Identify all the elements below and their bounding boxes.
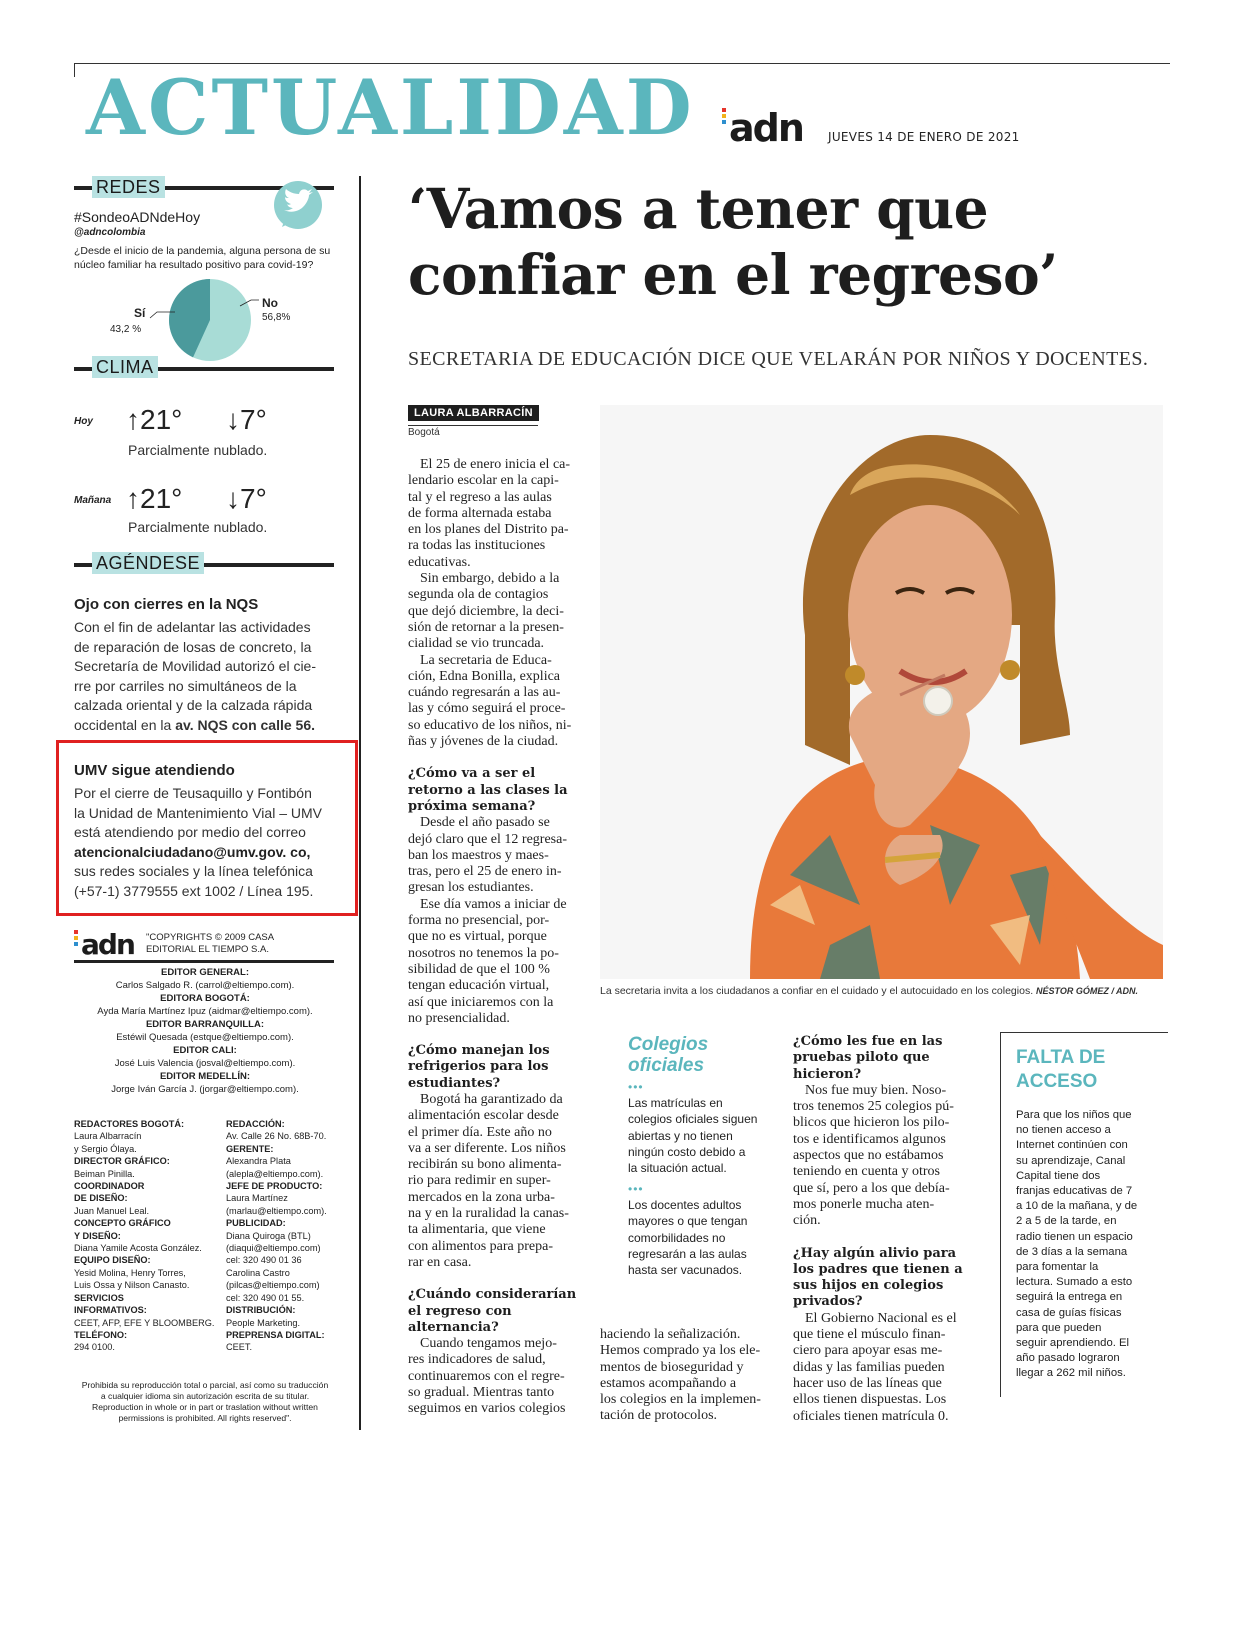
col1-paragraph bbox=[408, 457, 584, 571]
rights-line: Reproduction in whole or in part or traslation without written bbox=[92, 1402, 318, 1412]
portrait-illustration bbox=[600, 405, 1163, 979]
paragraph-line: Cuando tengamos mejo- bbox=[420, 1336, 557, 1352]
paragraph-line: seguimos en varios colegios bbox=[408, 1401, 566, 1417]
rights-line: a cualquier idioma sin autorización escrita de su titular. bbox=[100, 1391, 310, 1401]
staff-role bbox=[226, 1118, 346, 1130]
credits-adn-text: adn bbox=[81, 928, 134, 961]
paragraph-line: haciendo la señalización. bbox=[600, 1327, 741, 1342]
staff-role bbox=[74, 1254, 219, 1266]
issue-date: JUEVES 14 DE ENERO DE 2021 bbox=[828, 130, 1020, 144]
paragraph-line: lendario escolar en la capi- bbox=[408, 473, 559, 489]
photo-credit: NÉSTOR GÓMEZ / ADN. bbox=[1036, 986, 1139, 996]
staff-role bbox=[74, 1230, 219, 1242]
bullet-dots: ••• bbox=[628, 1182, 644, 1196]
question-line: próxima semana? bbox=[408, 798, 536, 814]
question-line: ¿Hay algún alivio para bbox=[793, 1245, 957, 1261]
staff-role-text: PUBLICIDAD: bbox=[226, 1218, 286, 1229]
falta-acceso-line: para fomentar la bbox=[1016, 1261, 1099, 1274]
question-line: ¿Cómo les fue en las bbox=[793, 1034, 943, 1049]
agenda-item1-line bbox=[74, 716, 354, 736]
falta-acceso-line: Capital tiene dos bbox=[1016, 1169, 1101, 1182]
paragraph-line: tación de protocolos. bbox=[600, 1408, 718, 1424]
paragraph-line: La secretaria de Educa- bbox=[420, 652, 552, 668]
article-column-3 bbox=[793, 1034, 969, 1425]
staff-role bbox=[74, 1292, 219, 1304]
colegios-item-2 bbox=[628, 1197, 778, 1278]
paragraph-line: aspectos que no estábamos bbox=[793, 1148, 944, 1164]
col1-paragraph bbox=[408, 815, 584, 896]
falta-acceso-top-rule bbox=[1000, 1032, 1168, 1033]
poll-si-value: 43,2 % bbox=[110, 324, 142, 335]
paragraph-line: oficiales tienen matrícula 0. bbox=[793, 1408, 949, 1424]
adn-logo-dots bbox=[722, 108, 727, 126]
headline-line: confiar en el regreso’ bbox=[408, 242, 1058, 307]
adn-logo bbox=[722, 108, 803, 148]
copyright-notice bbox=[146, 932, 274, 956]
paragraph-line: de forma alternada estaba bbox=[408, 505, 552, 521]
staff-role-text: DIRECTOR GRÁFICO: bbox=[74, 1156, 170, 1167]
falta-acceso-line: su aprendizaje, Canal bbox=[1016, 1154, 1126, 1167]
staff-name: Diana Yamile Acosta González. bbox=[74, 1243, 202, 1254]
question-line: sus hijos en colegios bbox=[793, 1278, 944, 1294]
paragraph-line: así que iniciaremos con la bbox=[408, 994, 554, 1010]
colegios-title-line: oficiales bbox=[628, 1055, 705, 1076]
paragraph-line: los colegios en la implemen- bbox=[600, 1392, 761, 1408]
weather-condition-today: Parcialmente nublado. bbox=[128, 442, 268, 458]
staff-role-text: CONCEPTO GRÁFICO bbox=[74, 1218, 171, 1229]
clima-tag: CLIMA bbox=[92, 356, 158, 378]
staff-name: (diaqui@eltiempo.com) bbox=[226, 1243, 321, 1254]
paragraph-line: tos e identificamos algunos bbox=[793, 1131, 946, 1147]
staff-name: cel: 320 490 01 55. bbox=[226, 1292, 305, 1303]
staff-list-right bbox=[226, 1118, 346, 1354]
staff-name: Beiman Pinilla. bbox=[74, 1168, 135, 1179]
paragraph-line: forma no presencial, por- bbox=[408, 913, 550, 929]
staff-role-text: EQUIPO DISEÑO: bbox=[74, 1255, 151, 1266]
staff-role-text: DISTRIBUCIÓN: bbox=[226, 1305, 296, 1316]
col1-paragraph bbox=[408, 1336, 584, 1417]
colegios-line: Las matrículas en bbox=[628, 1096, 723, 1110]
paragraph-line: ción, Edna Bonilla, explica bbox=[408, 668, 561, 684]
question-line: estudiantes? bbox=[408, 1075, 501, 1091]
paragraph-line: ción. bbox=[793, 1213, 821, 1229]
paragraph-line: mos ponerle mucha aten- bbox=[793, 1196, 935, 1212]
falta-acceso-title bbox=[1016, 1046, 1105, 1094]
paragraph-line: ra todas las instituciones bbox=[408, 538, 546, 554]
article-subhead: SECRETARIA DE EDUCACIÓN DICE QUE VELARÁN POR NIÑOS Y DOCENTES. bbox=[408, 348, 1149, 370]
paragraph-line: El Gobierno Nacional es el bbox=[805, 1310, 957, 1326]
photo-caption bbox=[600, 985, 1138, 997]
staff-role bbox=[74, 1118, 219, 1130]
staff-name: (alepla@eltiempo.com). bbox=[226, 1168, 324, 1179]
agenda-item1-body bbox=[74, 618, 354, 735]
falta-acceso-line: de 3 días a la semana bbox=[1016, 1245, 1128, 1258]
poll-si-label: Sí bbox=[134, 306, 146, 320]
staff-name: Carolina Castro bbox=[226, 1267, 290, 1278]
paragraph-line: que tiene el músculo finan- bbox=[793, 1327, 946, 1343]
weather-day-tomorrow: Mañana bbox=[74, 495, 112, 506]
agenda-item1-location: av. NQS con calle 56. bbox=[175, 716, 315, 733]
staff-name: CEET. bbox=[226, 1342, 253, 1353]
copyright-line: EDITORIAL EL TIEMPO S.A. bbox=[146, 944, 270, 955]
colegios-line: hasta ser vacunados. bbox=[628, 1263, 743, 1278]
weather-min-tomorrow: ↓7° bbox=[226, 483, 267, 514]
staff-name: (marlau@eltiempo.com). bbox=[226, 1205, 327, 1216]
bullet-dots: ••• bbox=[628, 1080, 644, 1094]
paragraph-line: teniendo en cuenta y otros bbox=[793, 1164, 940, 1180]
staff-role bbox=[226, 1180, 346, 1192]
question-line: pruebas piloto que bbox=[793, 1050, 930, 1066]
falta-acceso-title-line: FALTA DE bbox=[1016, 1047, 1106, 1068]
agenda-item2-body bbox=[74, 784, 354, 901]
poll-no-value: 56,8% bbox=[262, 312, 291, 323]
poll-leader-lines bbox=[145, 290, 270, 330]
credits-adn-dots bbox=[74, 930, 79, 948]
staff-role bbox=[74, 1217, 219, 1229]
staff-name: y Sergio Ólaya. bbox=[74, 1143, 137, 1154]
colegios-item-1 bbox=[628, 1095, 778, 1176]
staff-role-text: DE DISEÑO: bbox=[74, 1193, 128, 1204]
paragraph-line: rar en casa. bbox=[408, 1254, 472, 1270]
question-line: alternancia? bbox=[408, 1319, 499, 1335]
staff-role-text: REDACCIÓN: bbox=[226, 1119, 285, 1129]
editor-role: EDITOR BARRANQUILLA: bbox=[145, 1019, 265, 1030]
staff-name: (pilcas@eltiempo.com) bbox=[226, 1280, 320, 1291]
col1-question bbox=[408, 1043, 584, 1092]
paragraph-line: Ese día vamos a iniciar de bbox=[420, 896, 567, 912]
paragraph-line: res indicadores de salud, bbox=[408, 1352, 546, 1368]
credits-rule bbox=[74, 960, 334, 963]
falta-acceso-line: Internet continúen con bbox=[1016, 1139, 1128, 1152]
paragraph-line: ta alimentaria, que viene bbox=[408, 1222, 546, 1238]
staff-role-text: JEFE DE PRODUCTO: bbox=[226, 1181, 323, 1192]
agenda-item1-line: de reparación de losas de concreto, la bbox=[74, 638, 312, 655]
article-headline bbox=[408, 176, 1058, 308]
colegios-line: comorbilidades no bbox=[628, 1230, 726, 1245]
falta-acceso-line: seguirá la entrega en bbox=[1016, 1291, 1123, 1304]
question-line: refrigerios para los bbox=[408, 1059, 549, 1075]
redes-handle: @adncolombia bbox=[74, 227, 146, 238]
staff-role bbox=[226, 1217, 346, 1229]
paragraph-line: cialidad se vio truncada. bbox=[408, 636, 545, 652]
paragraph-line: sión de retornar a la presen- bbox=[408, 619, 564, 635]
staff-name: Alexandra Plata bbox=[226, 1156, 291, 1167]
agenda-item1-line: calzada oriental y de la calzada rápida bbox=[74, 697, 313, 713]
paragraph-line: educativas. bbox=[408, 554, 471, 570]
redes-question: ¿Desde el inicio de la pandemia, alguna persona de su núcleo familiar ha resultado positivo para covid-19? bbox=[74, 245, 331, 271]
paragraph-line: blicos que hicieron los pilo- bbox=[793, 1115, 950, 1131]
falta-acceso-line: a 10 de la mañana, y de bbox=[1016, 1200, 1138, 1213]
agendese-tag: AGÉNDESE bbox=[92, 552, 204, 574]
paragraph-line: hacer uso de las líneas que bbox=[793, 1375, 942, 1391]
paragraph-line: didas y las familias pueden bbox=[793, 1359, 945, 1375]
paragraph-line: rio para redimir en super- bbox=[408, 1173, 551, 1189]
col3-paragraph bbox=[793, 1083, 969, 1230]
question-line: privados? bbox=[793, 1294, 863, 1310]
staff-role-text: COORDINADOR bbox=[74, 1181, 145, 1192]
paragraph-line: nosotros no tenemos la po- bbox=[408, 945, 559, 961]
editor-name: Estéwil Quesada (estque@eltiempo.com). bbox=[116, 1032, 294, 1043]
paragraph-line: mentos de bioseguridad y bbox=[600, 1359, 744, 1375]
paragraph-line: tal y el regreso a las aulas bbox=[408, 489, 552, 505]
column-divider bbox=[359, 176, 361, 1430]
col3-question bbox=[793, 1034, 969, 1083]
staff-role bbox=[74, 1155, 219, 1167]
paragraph-line: estamos acompañando a bbox=[600, 1375, 737, 1391]
redes-tag: REDES bbox=[92, 176, 165, 198]
paragraph-line: el primer día. Este año no bbox=[408, 1124, 552, 1140]
col3-paragraph bbox=[793, 1311, 969, 1425]
paragraph-line: Hemos comprado ya los ele- bbox=[600, 1343, 761, 1359]
agenda-item2-title: UMV sigue atendiendo bbox=[74, 762, 235, 779]
section-title: ACTUALIDAD bbox=[86, 63, 695, 152]
paragraph-line: ban los maestros y maes- bbox=[408, 847, 549, 863]
falta-acceso-line: 2 a 5 de la tarde, en bbox=[1016, 1215, 1117, 1228]
weather-max-today: ↑21° bbox=[126, 404, 183, 435]
editor-name: Ayda María Martínez Ipuz (aidmar@eltiempo.com). bbox=[97, 1006, 313, 1017]
paragraph-line: tros tenemos 25 colegios pú- bbox=[793, 1099, 954, 1115]
paragraph-line: en los planes del Distrito pa- bbox=[408, 522, 569, 538]
staff-role-text: REDACTORES BOGOTÁ: bbox=[74, 1119, 185, 1129]
paragraph-line: cuándo regresarán a las au- bbox=[408, 685, 561, 701]
staff-name: 294 0100. bbox=[74, 1342, 115, 1353]
staff-name: Laura Albarracín bbox=[74, 1131, 142, 1142]
paragraph-line: tengan educación virtual, bbox=[408, 978, 550, 994]
article-column-1 bbox=[408, 457, 584, 1418]
paragraph-line: Sin embargo, debido a la bbox=[420, 571, 560, 587]
rights-line: permissions is prohibited. All rights reserved". bbox=[118, 1413, 292, 1423]
question-line: hicieron? bbox=[793, 1066, 862, 1082]
staff-name: Luis Ossa y Nilson Canasto. bbox=[74, 1280, 190, 1291]
paragraph-line: na y en la ruralidad la canas- bbox=[408, 1206, 569, 1222]
weather-condition-tomorrow: Parcialmente nublado. bbox=[128, 519, 268, 535]
poll-no-label: No bbox=[262, 296, 278, 310]
staff-name: cel: 320 490 01 36 bbox=[226, 1255, 302, 1266]
byline-city: Bogotá bbox=[408, 427, 440, 438]
redes-hashtag: #SondeoADNdeHoy bbox=[74, 209, 201, 225]
credits-adn-logo bbox=[74, 930, 134, 960]
paragraph-line: Nos fue muy bien. Noso- bbox=[805, 1082, 947, 1098]
rights-footer bbox=[74, 1380, 336, 1424]
paragraph-line: El 25 de enero inicia el ca- bbox=[420, 457, 571, 472]
agenda-item2-line: la Unidad de Mantenimiento Vial – UMV bbox=[74, 804, 322, 821]
author-byline: LAURA ALBARRACÍN bbox=[408, 405, 539, 421]
paragraph-line: que sí, pero a los que debía- bbox=[793, 1180, 950, 1196]
staff-name: Av. Calle 26 No. 68B-70. bbox=[226, 1131, 327, 1142]
adn-logo-text: adn bbox=[729, 106, 803, 150]
staff-list-left bbox=[74, 1118, 219, 1354]
question-line: ¿Cuándo considerarían bbox=[408, 1287, 577, 1303]
paragraph-line: Bogotá ha garantizado da bbox=[420, 1091, 563, 1107]
falta-acceso-line: no tienen acceso a bbox=[1016, 1124, 1111, 1137]
photo-caption-text: La secretaria invita a los ciudadanos a confiar en el cuidado y el autocuidado en los colegios. bbox=[600, 985, 1034, 997]
agenda-item2-line: (+57-1) 3779555 ext 1002 / Línea 195. bbox=[74, 882, 314, 899]
colegios-title-line: Colegios bbox=[628, 1034, 709, 1055]
agenda-item1-title: Ojo con cierres en la NQS bbox=[74, 596, 259, 613]
agenda-item2-line: sus redes sociales y la línea telefónica bbox=[74, 863, 313, 879]
colegios-line: abiertas y no tienen bbox=[628, 1128, 733, 1143]
byline-rule bbox=[408, 425, 538, 426]
article-column-2-tail bbox=[600, 1327, 776, 1425]
col3-question bbox=[793, 1246, 969, 1311]
staff-role-text: TELÉFONO: bbox=[74, 1329, 128, 1340]
colegios-line: la situación actual. bbox=[628, 1161, 727, 1176]
paragraph-line: no presencialidad. bbox=[408, 1010, 510, 1026]
agenda-item1-last-text: occidental en la bbox=[74, 716, 176, 733]
paragraph-line: sibilidad de que el 100 % bbox=[408, 961, 550, 977]
twitter-bird-icon bbox=[270, 180, 326, 234]
weather-day-today: Hoy bbox=[74, 416, 93, 427]
agenda-item2-line: está atendiendo por medio del correo bbox=[74, 824, 306, 840]
falta-acceso-line: radio tienen un espacio bbox=[1016, 1230, 1133, 1243]
staff-name: Diana Quiroga (BTL) bbox=[226, 1230, 311, 1241]
staff-name: Juan Manuel Leal. bbox=[74, 1205, 150, 1216]
falta-acceso-line: año pasado lograron bbox=[1016, 1352, 1120, 1365]
falta-acceso-line: casa de guías físicas bbox=[1016, 1306, 1122, 1319]
falta-acceso-line: seguir aprendiendo. El bbox=[1016, 1337, 1130, 1350]
editor-role: EDITORA BOGOTÁ: bbox=[160, 993, 250, 1004]
staff-name: Laura Martínez bbox=[226, 1193, 288, 1204]
paragraph-line: las y cómo seguirá el proce- bbox=[408, 701, 566, 717]
editor-name: José Luis Valencia (josval@eltiempo.com). bbox=[114, 1058, 296, 1069]
staff-name: CEET, AFP, EFE Y BLOOMBERG. bbox=[74, 1317, 215, 1328]
editor-role: EDITOR GENERAL: bbox=[161, 967, 249, 978]
copyright-line: "COPYRIGHTS © 2009 CASA bbox=[146, 932, 275, 943]
colegios-line: ningún costo debido a bbox=[628, 1144, 746, 1159]
agenda-item2-email[interactable]: atencionalciudadano@umv.gov. co, bbox=[74, 843, 311, 860]
staff-role bbox=[74, 1192, 219, 1204]
paragraph-line: gresan los estudiantes. bbox=[408, 880, 534, 896]
question-line: retorno a las clases la bbox=[408, 782, 568, 798]
paragraph-line: so gradual. Mientras tanto bbox=[408, 1385, 555, 1401]
paragraph-line: que no es virtual, porque bbox=[408, 929, 547, 945]
paragraph-line: so educativo de los niños, ni- bbox=[408, 717, 572, 733]
colegios-title bbox=[628, 1034, 708, 1076]
falta-acceso-title-line: ACCESO bbox=[1016, 1071, 1098, 1092]
staff-role-text: Y DISEÑO: bbox=[74, 1230, 121, 1241]
falta-acceso-line: franjas educativas de 7 bbox=[1016, 1185, 1133, 1198]
rights-line: Prohibida su reproducción total o parcial, así como su traducción bbox=[81, 1380, 329, 1390]
staff-name: Yesid Molina, Henry Torres, bbox=[74, 1267, 186, 1278]
paragraph-line: mercados en la zona urba- bbox=[408, 1189, 555, 1205]
falta-acceso-line: lectura. Sumado a esto bbox=[1016, 1276, 1133, 1289]
col1-question bbox=[408, 766, 584, 815]
col1-paragraph bbox=[408, 571, 584, 652]
paragraph-line: ñas y jóvenes de la ciudad. bbox=[408, 734, 559, 750]
staff-role bbox=[74, 1304, 219, 1316]
paragraph-line: segunda ola de contagios bbox=[408, 587, 549, 603]
paragraph-line: ellos tienen dispuestas. Los bbox=[793, 1392, 947, 1408]
question-line: ¿Cómo va a ser el bbox=[408, 766, 536, 782]
colegios-line: mayores o que tengan bbox=[628, 1214, 748, 1229]
top-rule-tick bbox=[74, 63, 75, 77]
staff-role-text: SERVICIOS bbox=[74, 1292, 124, 1303]
paragraph-line: con alimentos para prepa- bbox=[408, 1238, 553, 1254]
staff-role-text: GERENTE: bbox=[226, 1143, 274, 1154]
col1-paragraph bbox=[408, 897, 584, 1027]
paragraph-line: tras, pero el 25 de enero in- bbox=[408, 864, 562, 880]
editor-role: EDITOR CALI: bbox=[173, 1045, 237, 1056]
staff-name: People Marketing. bbox=[226, 1317, 301, 1328]
paragraph-line: ciero para apoyar esas me- bbox=[793, 1343, 943, 1359]
falta-acceso-line: para que pueden bbox=[1016, 1321, 1102, 1334]
question-line: el regreso con bbox=[408, 1303, 512, 1319]
editors-list bbox=[74, 966, 336, 1096]
paragraph-line: dejó claro que el 12 regresa- bbox=[408, 831, 567, 847]
staff-role bbox=[226, 1304, 346, 1316]
staff-role-text: INFORMATIVOS: bbox=[74, 1305, 147, 1316]
editor-role: EDITOR MEDELLÍN: bbox=[159, 1071, 251, 1082]
paragraph-line: Desde el año pasado se bbox=[420, 815, 550, 831]
agenda-item1-line: Con el fin de adelantar las actividades bbox=[74, 619, 311, 635]
paragraph-line: va a ser diferente. Los niños bbox=[408, 1140, 566, 1156]
col1-paragraph bbox=[408, 653, 584, 751]
paragraph-line: alimentación escolar desde bbox=[408, 1108, 559, 1124]
falta-acceso-border bbox=[1000, 1032, 1001, 1397]
col1-question bbox=[408, 1287, 584, 1336]
staff-role bbox=[74, 1180, 219, 1192]
staff-role-text: PREPRENSA DIGITAL: bbox=[226, 1329, 325, 1340]
falta-acceso-line: Para que los niños que bbox=[1016, 1109, 1132, 1121]
paragraph-line: continuaremos con el regre- bbox=[408, 1368, 565, 1384]
paragraph-line: recibirán su bono alimenta- bbox=[408, 1157, 562, 1173]
paragraph-line: que dejó diciembre, la deci- bbox=[408, 603, 564, 619]
agenda-item1-line: rre por carriles no simultáneos de la bbox=[74, 677, 297, 694]
falta-acceso-line: llegar a 262 mil niños. bbox=[1016, 1367, 1126, 1380]
headline-line: ‘Vamos a tener que bbox=[408, 176, 989, 241]
colegios-line: regresarán a las aulas bbox=[628, 1246, 747, 1261]
colegios-line: colegios oficiales siguen bbox=[628, 1112, 758, 1127]
agenda-item1-line: Secretaría de Movilidad autorizó el cie- bbox=[74, 658, 317, 674]
weather-min-today: ↓7° bbox=[226, 404, 267, 435]
question-line: ¿Cómo manejan los bbox=[408, 1043, 550, 1059]
falta-acceso-body bbox=[1016, 1108, 1161, 1382]
question-line: los padres que tienen a bbox=[793, 1261, 963, 1277]
staff-role bbox=[226, 1143, 346, 1155]
colegios-line: Los docentes adultos bbox=[628, 1198, 742, 1212]
weather-max-tomorrow: ↑21° bbox=[126, 483, 183, 514]
agenda-item2-line: Por el cierre de Teusaquillo y Fontibón bbox=[74, 785, 312, 801]
editor-name: Jorge Iván García J. (jorgar@eltiempo.com). bbox=[111, 1084, 299, 1095]
editor-name: Carlos Salgado R. (carrol@eltiempo.com). bbox=[115, 980, 295, 991]
staff-role bbox=[226, 1329, 346, 1341]
staff-role bbox=[74, 1329, 219, 1341]
article-photo bbox=[600, 405, 1163, 979]
col1-paragraph bbox=[408, 1092, 584, 1271]
